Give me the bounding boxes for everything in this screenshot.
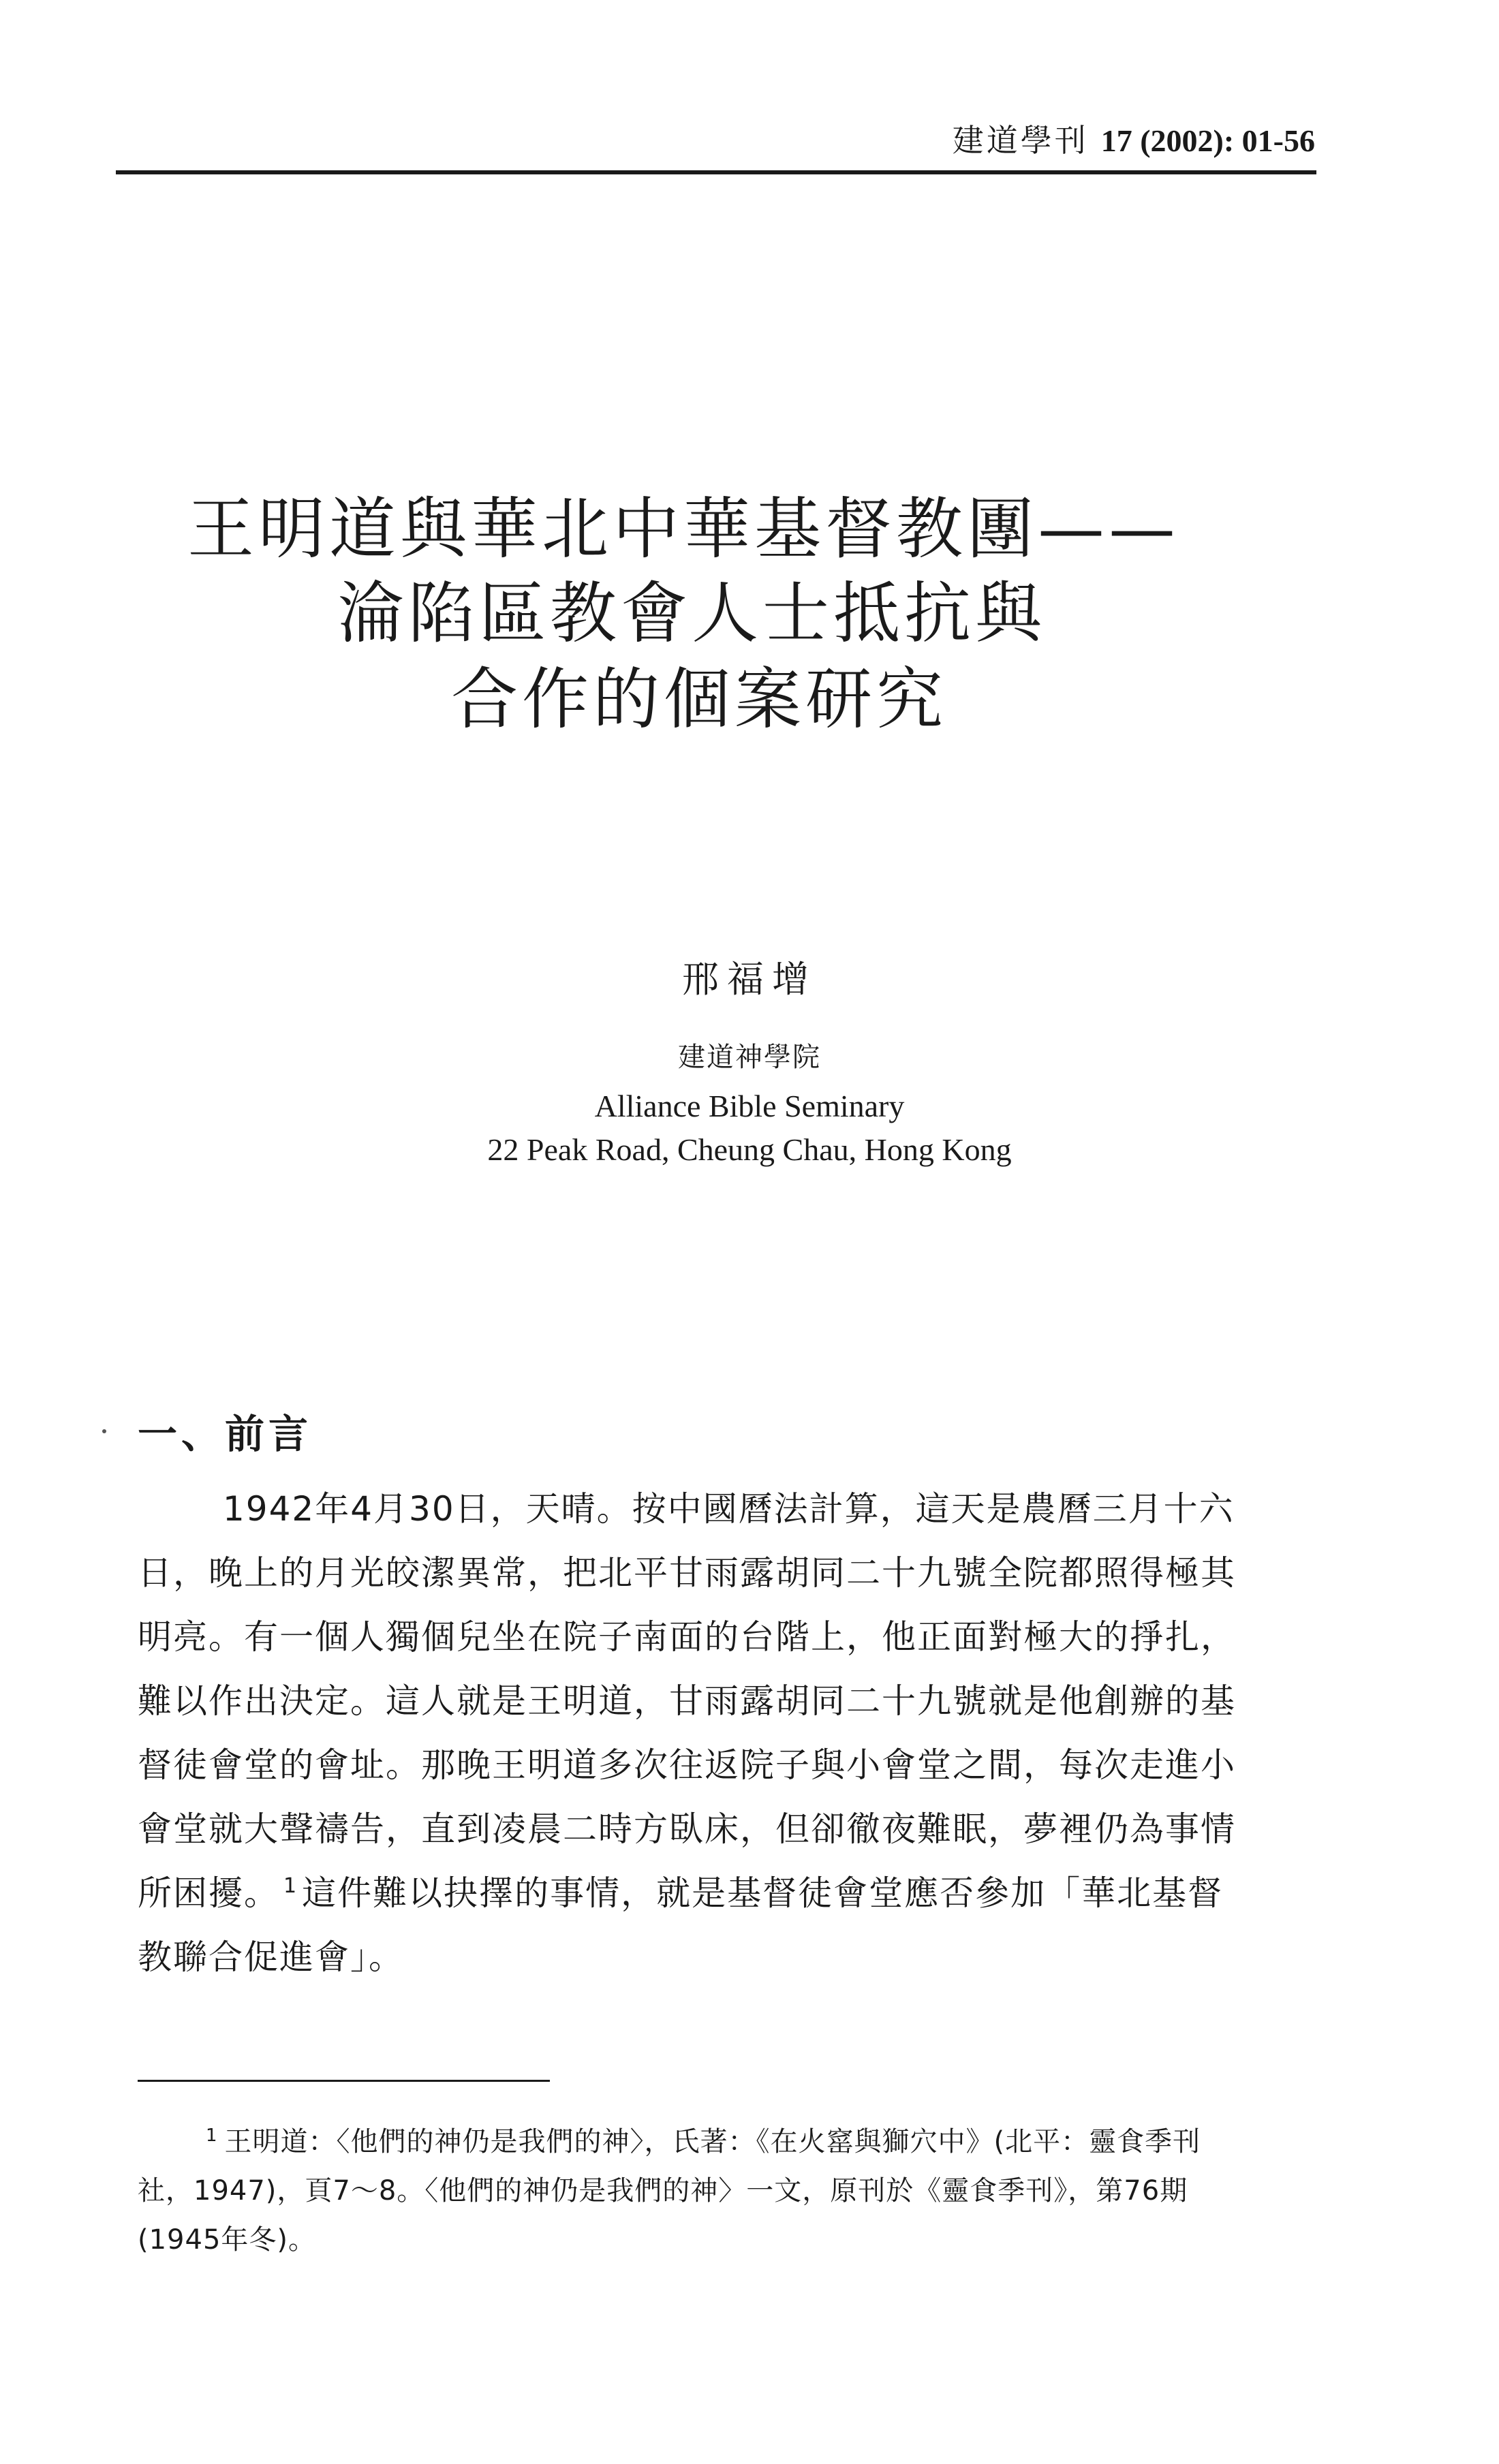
body-line: 1942年4月30日，天晴。按中國曆法計算，這天是農曆三月十六 (223, 1489, 1235, 1529)
affiliation-institution: Alliance Bible Seminary (594, 1089, 905, 1123)
footnote-line (138, 2117, 1323, 2166)
footnote-text: 王明道：〈他們的神仍是我們的神〉，氏著：《在火窰與獅穴中》(北平：靈食季刊 (224, 2126, 1201, 2157)
title-line-2: 淪陷區教會人士抵抗與 (337, 575, 1047, 653)
body-line: 督徒會堂的會址。那晚王明道多次往返院子與小會堂之間，每次走進小 (138, 1745, 1236, 1785)
footnote (138, 2117, 1323, 2264)
body-text-segment: 這件難以抉擇的事情，就是基督徒會堂應否參加「華北基督 (302, 1873, 1224, 1913)
body-line: 日，晚上的月光皎潔異常，把北平甘雨露胡同二十九號全院都照得極其 (138, 1553, 1236, 1593)
author-name: 邢福增 (682, 958, 817, 1001)
body-line: 會堂就大聲禱告，直到凌晨二時方臥床，但卻徹夜難眠，夢裡仍為事情 (138, 1809, 1236, 1849)
margin-dot (102, 1429, 106, 1433)
journal-volume: 17 (2002): 01-56 (1100, 123, 1315, 158)
header-rule (116, 170, 1316, 174)
footnote-reference[interactable]: 1 (283, 1874, 298, 1898)
affiliation-english (0, 1085, 1499, 1172)
body-paragraph (138, 1477, 1323, 1989)
running-head (953, 116, 1315, 161)
title-line-3: 合作的個案研究 (451, 661, 948, 738)
footnote-rule (138, 2080, 550, 2082)
body-text-segment: 所困擾。 (138, 1873, 279, 1913)
affiliation-chinese: 建道神學院 (678, 1042, 821, 1073)
footnote-line: 社，1947)，頁7～8。〈他們的神仍是我們的神〉一文，原刊於《靈食季刊》，第76期 (138, 2175, 1188, 2206)
journal-name: 建道學刊 (952, 122, 1089, 159)
footnote-marker: 1 (206, 2125, 218, 2146)
body-line (138, 1861, 1323, 1925)
body-line: 明亮。有一個人獨個兒坐在院子南面的台階上，他正面對極大的掙扎， (138, 1617, 1236, 1657)
title-line-1: 王明道與華北中華基督教團—— (187, 490, 1180, 568)
body-line: 難以作出決定。這人就是王明道，甘雨露胡同二十九號就是他創辦的基 (138, 1681, 1236, 1721)
section-heading: 一、前言 (138, 1411, 313, 1457)
affiliation-address: 22 Peak Road, Cheung Chau, Hong Kong (487, 1132, 1012, 1167)
body-line: 教聯合促進會」。 (138, 1937, 404, 1977)
footnote-line: (1945年冬)。 (138, 2224, 317, 2256)
